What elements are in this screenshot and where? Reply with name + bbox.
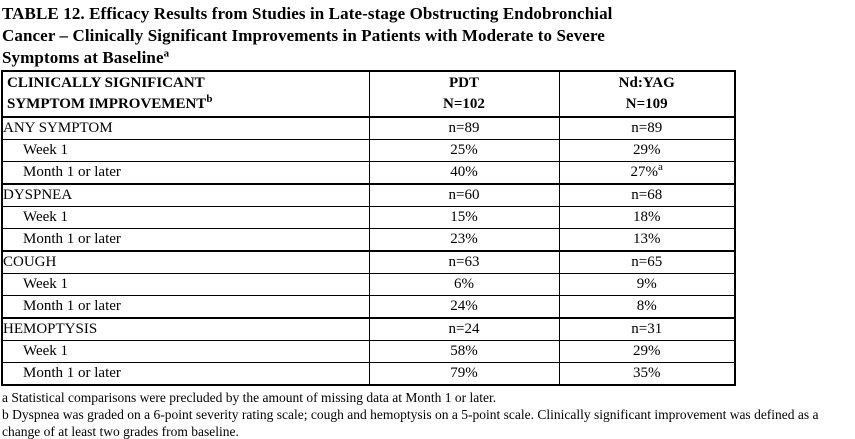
table-row-week1: [2, 140, 735, 162]
table-header-row: [2, 71, 735, 117]
symptom-cell: Week 1: [2, 140, 369, 162]
header-pdt-label: PDT: [449, 75, 479, 91]
header-symptom-line-1: CLINICALLY SIGNIFICANT: [7, 75, 205, 91]
footnote-a: a Statistical comparisons were precluded by the amount of missing data at Month 1 or later.: [2, 390, 497, 405]
title-line-3: [2, 47, 855, 69]
symptom-cell: Week 1: [2, 274, 369, 296]
pdt-cell: 6%: [369, 274, 559, 296]
header-pdt-n: N=102: [443, 96, 485, 112]
symptom-cell: Week 1: [2, 207, 369, 229]
symptom-cell: HEMOPTYSIS: [2, 318, 369, 341]
ndyag-cell: n=31: [559, 318, 735, 341]
pdt-cell: 24%: [369, 296, 559, 319]
header-ndyag-n: N=109: [625, 96, 668, 112]
header-symptom-line-2: SYMPTOM IMPROVEMENT$^b$: [7, 93, 213, 112]
header-pdt-column: [369, 71, 559, 117]
ndyag-cell: 13%: [559, 229, 735, 252]
table-row-dyspnea: [2, 184, 735, 207]
pdt-cell: n=89: [369, 117, 559, 140]
pdt-cell: 79%: [369, 363, 559, 386]
pdt-cell: 58%: [369, 341, 559, 363]
title-line-2: Cancer – Clinically Significant Improvements in Patients with Moderate to Severe: [2, 26, 605, 45]
title-footnote-marker: a: [163, 47, 170, 60]
symptom-cell: DYSPNEA: [2, 184, 369, 207]
table-row-week1: [2, 274, 735, 296]
symptom-cell: Month 1 or later: [2, 229, 369, 252]
ndyag-cell: 27%$^a$: [559, 162, 735, 185]
header-symptom-improvement: [2, 71, 369, 117]
table-row-hemoptysis: [2, 318, 735, 341]
table-row-month1: [2, 363, 735, 386]
symptom-cell: COUGH: [2, 251, 369, 274]
title-line-3-text: Symptoms at Baseline: [2, 48, 164, 67]
efficacy-results-table: [1, 70, 736, 386]
title-line-1: TABLE 12. Efficacy Results from Studies in Late-stage Obstructing Endobronchial: [2, 4, 613, 23]
ndyag-cell: 35%: [559, 363, 735, 386]
ndyag-cell: 29%: [559, 341, 735, 363]
symptom-cell: Month 1 or later: [2, 162, 369, 185]
pdt-cell: 23%: [369, 229, 559, 252]
pdt-cell: n=63: [369, 251, 559, 274]
ndyag-cell: 18%: [559, 207, 735, 229]
footnote-b: b Dyspnea was graded on a 6-point severity rating scale; cough and hemoptysis on a 5-point scale. Clinically significant improvement was defined as a change of at least two grades from baseline.: [2, 407, 819, 439]
pdt-cell: n=60: [369, 184, 559, 207]
ndyag-cell: 9%: [559, 274, 735, 296]
ndyag-cell: 8%: [559, 296, 735, 319]
table-row-cough: [2, 251, 735, 274]
table-row-month1: [2, 162, 735, 185]
ndyag-cell: n=65: [559, 251, 735, 274]
header-footnote-marker: b: [206, 93, 213, 105]
header-ndyag-column: [559, 71, 735, 117]
table-row-month1: [2, 296, 735, 319]
pdt-cell: 40%: [369, 162, 559, 185]
symptom-cell: ANY SYMPTOM: [2, 117, 369, 140]
table-row-week1: [2, 341, 735, 363]
symptom-cell: Month 1 or later: [2, 363, 369, 386]
header-ndyag-label: Nd:YAG: [618, 75, 675, 91]
ndyag-cell: n=89: [559, 117, 735, 140]
pdt-cell: 25%: [369, 140, 559, 162]
ndyag-cell: n=68: [559, 184, 735, 207]
pdt-cell: n=24: [369, 318, 559, 341]
table-row-month1: [2, 229, 735, 252]
symptom-cell: Month 1 or later: [2, 296, 369, 319]
pdt-cell: 15%: [369, 207, 559, 229]
symptom-cell: Week 1: [2, 341, 369, 363]
table-row-any-symptom: [2, 117, 735, 140]
table-title: [0, 0, 855, 69]
table-row-week1: [2, 207, 735, 229]
table-footnotes: [0, 386, 855, 439]
cell-footnote-marker: a: [658, 161, 663, 173]
ndyag-cell: 29%: [559, 140, 735, 162]
